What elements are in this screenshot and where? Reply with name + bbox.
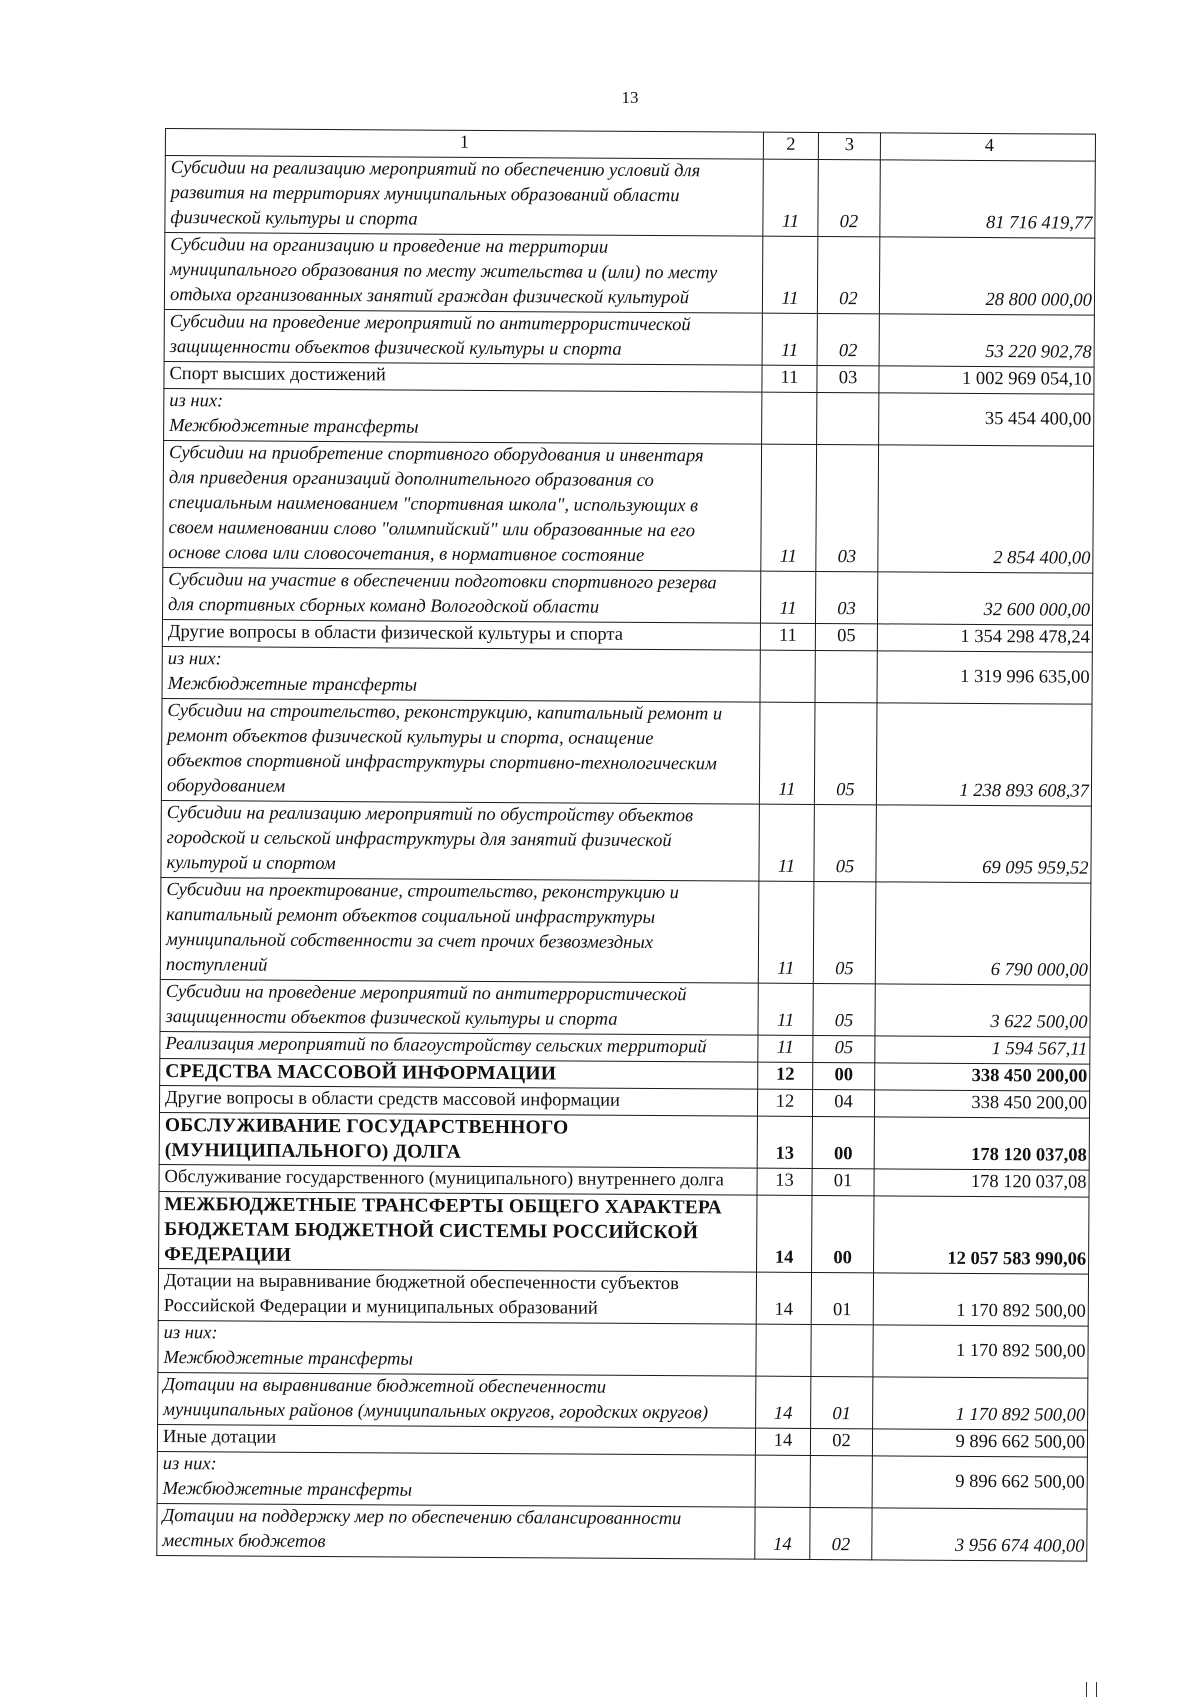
budget-table (156, 128, 1096, 1562)
row-amount: 178 120 037,08 (874, 1169, 1089, 1197)
table-row (164, 388, 1094, 446)
row-subsection (810, 1455, 872, 1507)
row-name-line: для спортивных сборных команд Вологодской области (168, 595, 600, 618)
row-name-line: Иные дотации (162, 1427, 277, 1448)
table-row (160, 877, 1091, 985)
row-name-line: МЕЖБЮДЖЕТНЫЕ ТРАНСФЕРТЫ ОБЩЕГО ХАРАКТЕРА (164, 1194, 722, 1219)
row-subsection: 05 (815, 623, 877, 650)
row-name (164, 361, 762, 392)
row-amount: 9 896 662 500,00 (872, 1429, 1087, 1457)
row-name (160, 1058, 758, 1089)
row-section: 14 (756, 1376, 811, 1428)
row-section: 11 (759, 702, 815, 804)
corner-mark (1086, 1682, 1097, 1697)
row-subsection: 02 (817, 313, 879, 365)
row-name-line: защищенности объектов физической культуры и спорта (169, 337, 622, 360)
table-row (158, 1268, 1088, 1326)
row-amount: 1 170 892 500,00 (873, 1325, 1088, 1378)
row-amount: 1 170 892 500,00 (873, 1377, 1088, 1430)
row-name (164, 233, 762, 314)
row-name-line: ФЕДЕРАЦИИ (164, 1244, 292, 1266)
row-name (162, 619, 760, 650)
row-amount: 3 622 500,00 (875, 984, 1090, 1037)
row-name (159, 1112, 757, 1168)
row-name (161, 698, 760, 804)
row-name (164, 309, 762, 365)
row-name-line: культурой и спортом (166, 853, 336, 875)
table-row (162, 567, 1092, 625)
table-row (157, 1451, 1087, 1509)
row-name-line: Субсидии на участие в обеспечении подготовки спортивного резерва (168, 570, 717, 594)
row-subsection: 00 (812, 1195, 874, 1272)
table-row (164, 309, 1094, 367)
table-row (160, 979, 1090, 1037)
row-amount: 69 095 959,52 (876, 805, 1091, 883)
row-name-line: Межбюджетные трансферты (162, 1479, 413, 1501)
row-subsection (811, 1324, 873, 1376)
header-col-4: 4 (880, 133, 1095, 161)
row-amount: 28 800 000,00 (879, 237, 1094, 315)
row-amount: 9 896 662 500,00 (872, 1456, 1087, 1509)
row-subsection: 05 (814, 804, 876, 881)
row-section: 14 (755, 1507, 810, 1559)
row-section: 13 (757, 1168, 812, 1195)
row-name-line: Другие вопросы в области средств массовой информации (165, 1088, 620, 1111)
row-section: 11 (758, 983, 813, 1035)
row-name-line: Обслуживание государственного (муниципального) внутреннего долга (164, 1167, 724, 1191)
row-section: 11 (763, 159, 818, 236)
row-subsection: 02 (810, 1507, 872, 1559)
row-name (160, 1031, 758, 1062)
row-subsection: 01 (811, 1376, 873, 1428)
row-amount: 1 319 996 635,00 (877, 651, 1092, 704)
row-name (162, 567, 760, 623)
row-amount: 81 716 419,77 (880, 160, 1095, 238)
row-name-line: местных бюджетов (162, 1531, 326, 1553)
row-name (160, 877, 759, 983)
row-amount: 1 170 892 500,00 (873, 1273, 1088, 1326)
row-name-line: (МУНИЦИПАЛЬНОГО) ДОЛГА (164, 1140, 462, 1163)
row-subsection (815, 650, 877, 702)
row-name (160, 979, 758, 1035)
row-amount: 3 956 674 400,00 (872, 1508, 1087, 1561)
row-name-line: защищенности объектов физической культуры и спорта (165, 1007, 618, 1030)
row-name-line: Субсидии на проведение мероприятий по антитеррористической (169, 312, 691, 336)
row-name (159, 1085, 757, 1116)
row-section (762, 392, 817, 444)
row-amount: 1 238 893 608,37 (876, 703, 1092, 806)
row-name-line: специальным наименованием "спортивная школа", использующих в (168, 493, 699, 517)
row-amount: 1 354 298 478,24 (877, 624, 1092, 652)
row-name-line: Дотации на поддержку мер по обеспечению сбалансированности (162, 1506, 682, 1530)
table-row (158, 1320, 1088, 1378)
row-name-line: для приведения организаций дополнительного образования со (168, 468, 654, 491)
row-section (760, 650, 815, 702)
row-section: 11 (758, 881, 814, 983)
row-name-line: из них: (162, 1454, 217, 1475)
row-subsection: 00 (813, 1062, 875, 1089)
row-name-line: муниципальных районов (муниципальных округов, городских округов) (163, 1400, 709, 1424)
row-name-line: Субсидии на проведение мероприятий по антитеррористической (165, 982, 687, 1006)
row-name-line: Субсидии на реализацию мероприятий по обеспечению условий для (170, 158, 701, 182)
row-name-line: из них: (169, 391, 224, 412)
row-amount: 178 120 037,08 (874, 1117, 1089, 1170)
row-name-line: ремонт объектов физической культуры и спорта, оснащение (167, 726, 654, 749)
row-section: 11 (759, 804, 814, 881)
row-name-line: городской и сельской инфраструктуры для занятий физической (166, 828, 672, 852)
row-subsection: 03 (816, 444, 879, 571)
row-name-line: Реализация мероприятий по благоустройству сельских территорий (165, 1034, 707, 1058)
table-row (159, 1112, 1089, 1170)
row-name-line: Субсидии на проектирование, строительство, реконструкцию и (166, 880, 680, 904)
row-name-line: основе слова или словосочетания, в нормативное состояние (168, 543, 645, 566)
row-subsection: 01 (812, 1168, 874, 1195)
row-name-line: Межбюджетные трансферты (169, 416, 419, 438)
row-name-line: СРЕДСТВА МАССОВОЙ ИНФОРМАЦИИ (165, 1061, 557, 1085)
row-subsection (817, 392, 879, 444)
row-name-line: Дотации на выравнивание бюджетной обеспеченности (163, 1375, 607, 1398)
row-subsection: 02 (817, 236, 879, 313)
row-amount: 35 454 400,00 (879, 393, 1094, 446)
row-subsection: 03 (817, 365, 879, 392)
row-section: 13 (757, 1116, 812, 1168)
row-name-line: БЮДЖЕТАМ БЮДЖЕТНОЙ СИСТЕМЫ РОССИЙСКОЙ (164, 1219, 699, 1244)
row-name (162, 646, 760, 702)
row-name-line: капитальный ремонт объектов социальной инфраструктуры (166, 905, 656, 929)
row-amount: 53 220 902,78 (879, 314, 1094, 367)
row-name-line: физической культуры и спорта (170, 208, 418, 230)
row-subsection: 01 (811, 1272, 873, 1324)
row-name (158, 1320, 756, 1376)
row-section: 11 (760, 623, 815, 650)
row-subsection: 05 (813, 881, 876, 983)
table-row (165, 156, 1095, 239)
row-subsection: 02 (810, 1428, 872, 1455)
row-amount: 1 594 567,11 (875, 1036, 1090, 1064)
row-name (158, 1372, 756, 1428)
row-name-line: Спорт высших достижений (169, 364, 386, 386)
row-section: 12 (757, 1089, 812, 1116)
row-name (157, 1424, 755, 1455)
row-subsection: 05 (813, 983, 875, 1035)
row-section: 11 (762, 365, 817, 392)
row-name-line: оборудованием (166, 776, 286, 797)
row-name-line: Субсидии на приобретение спортивного оборудования и инвентаря (168, 443, 704, 467)
row-name-line: Другие вопросы в области физической культуры и спорта (167, 622, 624, 645)
row-name-line: своем наименовании слово "олимпийский" или образованные на его (168, 518, 696, 542)
row-section: 11 (758, 1035, 813, 1062)
row-section: 11 (760, 571, 815, 623)
row-name-line: отдыха организованных занятий граждан физической культурой (169, 285, 690, 309)
row-section: 11 (762, 313, 817, 365)
row-amount: 338 450 200,00 (875, 1063, 1090, 1091)
row-amount: 12 057 583 990,06 (874, 1196, 1089, 1274)
table-row (161, 698, 1092, 806)
row-name-line: муниципального образования по месту жительства и (или) по месту (170, 260, 718, 284)
row-subsection: 02 (818, 159, 880, 236)
row-name-line: объектов спортивной инфраструктуры спортивно-технологическим (167, 751, 717, 775)
row-name (164, 388, 762, 444)
row-amount: 1 002 969 054,10 (879, 366, 1094, 394)
row-section (755, 1455, 810, 1507)
row-subsection: 00 (812, 1116, 874, 1168)
row-amount: 6 790 000,00 (875, 882, 1091, 985)
row-section: 14 (757, 1195, 812, 1272)
table-row (162, 646, 1092, 704)
table-row (161, 800, 1091, 883)
header-col-2: 2 (763, 132, 818, 159)
row-name-line: Субсидии на строительство, реконструкцию, капитальный ремонт и (167, 701, 723, 725)
row-section: 14 (756, 1272, 811, 1324)
row-name-line: из них: (167, 649, 222, 670)
row-amount: 2 854 400,00 (878, 445, 1094, 573)
row-name-line: поступлений (165, 955, 268, 976)
row-name-line: Дотации на выравнивание бюджетной обеспеченности субъектов (163, 1271, 680, 1295)
row-section: 12 (758, 1062, 813, 1089)
row-name-line: муниципальной собственности за счет прочих безвозмездных (165, 930, 654, 953)
row-name-line: Субсидии на организацию и проведение на территории (170, 235, 609, 258)
row-section (756, 1324, 811, 1376)
row-subsection: 04 (812, 1089, 874, 1116)
page-number: 13 (621, 88, 639, 107)
row-subsection: 03 (815, 571, 877, 623)
table-row (164, 233, 1094, 316)
row-name-line: из них: (163, 1323, 218, 1344)
row-subsection: 05 (813, 1035, 875, 1062)
row-name (157, 1451, 755, 1507)
row-section: 11 (761, 444, 817, 571)
row-amount: 338 450 200,00 (874, 1090, 1089, 1118)
row-name-line: Субсидии на реализацию мероприятий по обустройству объектов (166, 803, 694, 827)
row-name-line: ОБСЛУЖИВАНИЕ ГОСУДАРСТВЕННОГО (164, 1115, 569, 1139)
row-name-line: развития на территориях муниципальных образований области (170, 183, 680, 207)
row-name (159, 1191, 757, 1272)
table-row (163, 440, 1094, 573)
row-name (163, 440, 762, 571)
row-name (158, 1268, 756, 1324)
header-col-1: 1 (165, 129, 763, 160)
row-section: 14 (755, 1428, 810, 1455)
table-row (158, 1372, 1088, 1430)
table-row (159, 1191, 1089, 1274)
row-name (161, 800, 759, 881)
row-subsection: 05 (814, 702, 877, 804)
row-name (159, 1164, 757, 1195)
row-name (157, 1503, 755, 1559)
row-name-line: Российской Федерации и муниципальных образований (163, 1296, 598, 1319)
row-section: 11 (762, 236, 817, 313)
table-row (157, 1503, 1087, 1561)
row-amount: 32 600 000,00 (877, 572, 1092, 625)
header-col-3: 3 (818, 132, 880, 159)
row-name-line: Межбюджетные трансферты (167, 674, 418, 696)
row-name-line: Межбюджетные трансферты (163, 1348, 413, 1370)
row-name (165, 156, 763, 237)
